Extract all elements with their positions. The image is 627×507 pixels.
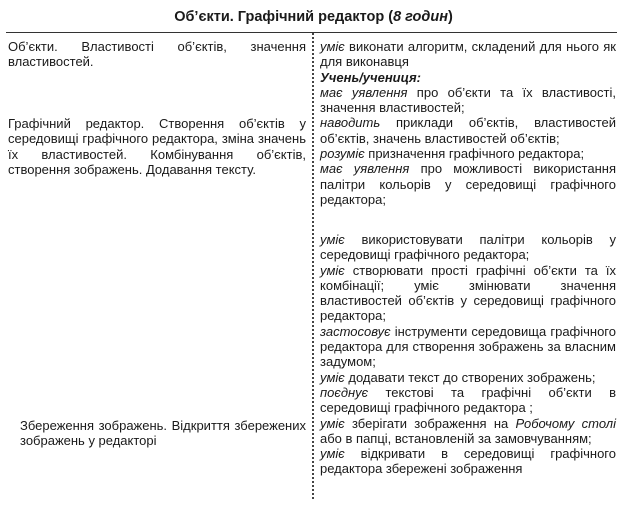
outcome-verb: розуміє xyxy=(320,146,365,162)
outcome-verb: уміє xyxy=(320,415,345,431)
outcome-text: про об’єкти та їх властивості, значення властивостей; xyxy=(320,84,616,116)
title-main: Об’єкти. Графічний редактор ( xyxy=(174,9,394,25)
outcome-verb: має уявлення xyxy=(320,84,408,100)
outcome-verb: має уявлення xyxy=(320,161,410,177)
outcome-item xyxy=(320,370,616,385)
outcome-text: зберігати зображення на xyxy=(344,415,516,431)
student-label: Учень/учениця: xyxy=(320,69,422,85)
right-block-outcomes-2 xyxy=(320,232,616,477)
left-block-saving xyxy=(20,418,306,449)
outcome-text: приклади об’єктів, властивостей об’єктів, значень властивостей об’єктів; xyxy=(320,115,616,146)
left-block-objects xyxy=(8,39,306,70)
outcome-verb: уміє xyxy=(320,446,345,462)
outcome-item xyxy=(320,115,616,146)
outcome-item xyxy=(320,39,616,70)
outcome-text: інструменти середовища графічного редактора для створення зображень за власним задумом; xyxy=(320,323,616,370)
title-hours: 8 годин xyxy=(393,9,448,25)
column-divider xyxy=(312,33,314,499)
outcome-item xyxy=(320,385,616,416)
outcome-text: відкривати в середовищі графічного редактора збережені зображення xyxy=(320,446,616,477)
outcome-item xyxy=(320,416,616,447)
outcome-item xyxy=(320,146,616,161)
outcome-text: або в папці, встановленій за замовчуванням; xyxy=(320,430,592,446)
outcome-verb: уміє xyxy=(320,262,345,278)
outcome-item xyxy=(320,85,616,116)
left-text: Графічний редактор. Створення об’єктів у середовищі графічного редактора, зміна значень їх властивостей. Комбінування об’єктів, створення зображень. Додавання тексту. xyxy=(8,116,306,177)
outcome-text: створювати прості графічні об’єкти та їх комбінації; уміє змінювати значення властивостей об’єктів у середовищі графічного редактора; xyxy=(320,262,616,324)
outcome-verb: уміє xyxy=(320,232,345,247)
outcome-item xyxy=(320,263,616,324)
student-heading xyxy=(320,70,616,85)
outcome-verb: уміє xyxy=(320,39,345,54)
title-close: ) xyxy=(447,9,453,25)
outcome-item xyxy=(320,161,616,207)
outcome-text: виконати алгоритм, складений для нього як для виконавця xyxy=(320,39,616,70)
outcome-verb: застосовує xyxy=(320,323,391,339)
outcome-text: додавати текст до створених зображень; xyxy=(344,369,596,385)
outcome-italic-term: Робочому столі xyxy=(515,415,616,431)
outcome-item xyxy=(320,232,616,263)
page-title xyxy=(0,9,627,26)
right-block-outcomes-1 xyxy=(320,39,616,207)
outcome-text: про можливості використання палітри кольорів у середовищі графічного редактора; xyxy=(320,161,616,207)
outcome-item xyxy=(320,446,616,477)
left-text: Об’єкти. Властивості об’єктів, значення властивостей. xyxy=(8,39,306,70)
left-text: Збереження зображень. Відкриття збережених зображень у редакторі xyxy=(20,418,306,449)
outcome-verb: наводить xyxy=(320,115,381,131)
left-block-editor xyxy=(8,116,306,177)
outcome-verb: уміє xyxy=(320,369,345,385)
outcome-verb: поєднує xyxy=(320,384,369,400)
outcome-text: використовувати палітри кольорів у середовищі графічного редактора; xyxy=(320,232,616,263)
outcome-text: призначення графічного редактора; xyxy=(364,146,585,162)
outcome-text: текстові та графічні об’єкти в середовищі графічного редактора ; xyxy=(320,384,616,416)
outcome-item xyxy=(320,324,616,370)
